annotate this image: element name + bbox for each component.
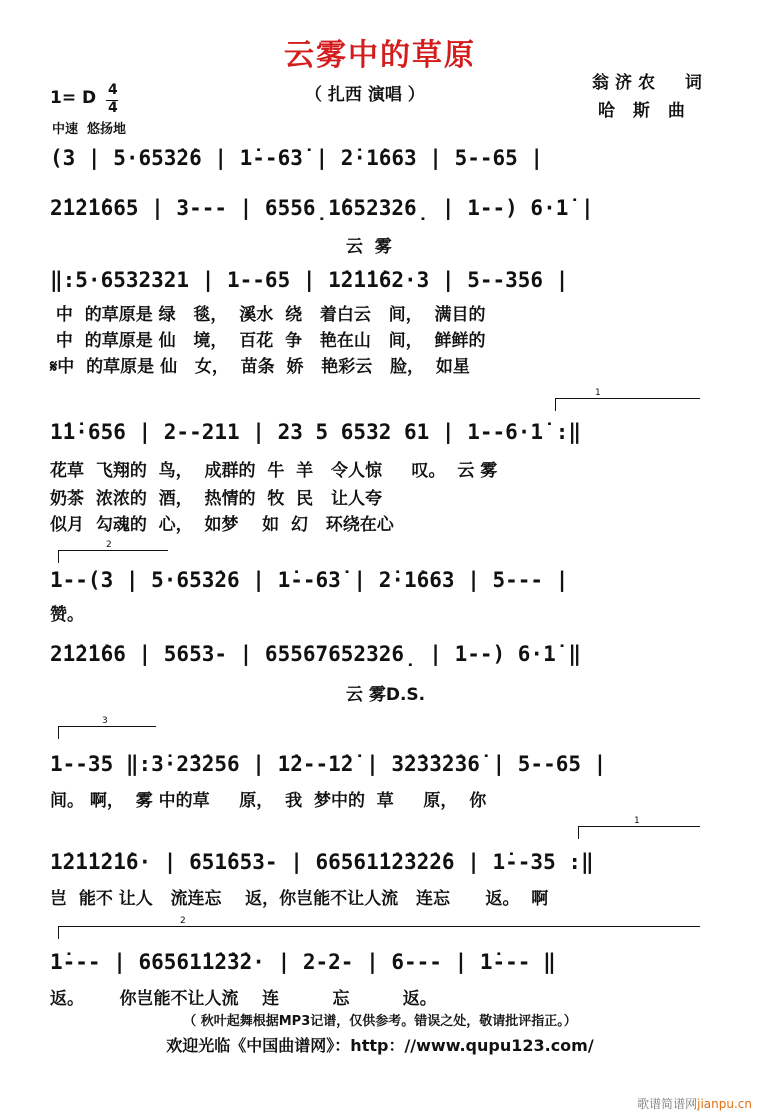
- volta-2-bracket-chorus: [58, 916, 700, 927]
- notation-row-6: 2̇1̇2̇1̇66 | 5653- | 65567652326̣ | 1--) 6·1̇ ‖: [50, 642, 582, 666]
- lyric-row-5: 赞。: [50, 605, 84, 625]
- notation-row-4: 1̇1̇·656 | 2--211 | 23 5 6532 61 | 1--6·1̇ :‖: [50, 420, 582, 444]
- lyric-row-2: 云 雾: [50, 237, 392, 257]
- tempo-marking: 中速 悠扬地: [52, 122, 127, 137]
- volta-1-bracket: [555, 388, 700, 399]
- song-title: 云雾中的草原: [284, 38, 476, 73]
- notation-row-8: 1̇2̇1̇1̇2̇1̇6· | 651̇653- | 66561̇1̇2̇3̇2̇2̇6 | 1̇--35 :‖: [50, 850, 594, 874]
- notation-row-9: 1̇--- | 66561̇1̇2̇3̇2· | 2-2- | 6--- | 1̇--- ‖: [50, 950, 556, 974]
- lyric-row-4-verse-3: 似月 勾魂的 心， 如梦 如 幻 环绕在心: [50, 515, 394, 535]
- notation-row-3: ‖:5·6532321 | 1--65 | 1̇2̇1̇1̇62·3 | 5--356 |: [50, 268, 569, 292]
- volta-number: 3: [102, 716, 108, 726]
- watermark: [637, 1095, 752, 1112]
- volta-number: 2: [180, 916, 186, 926]
- volta-3-bracket: [58, 716, 156, 727]
- lyric-row-4-verse-2: 奶茶 浓浓的 酒， 热情的 牧 民 让人夸: [50, 489, 382, 509]
- transcriber-note: （ 秋叶起舞根据MP3记谱，仅供参考。错误之处，敬请批评指正。）: [183, 1014, 577, 1029]
- time-signature-top: 4: [108, 82, 118, 98]
- volta-1-bracket-chorus: [578, 816, 700, 827]
- notation-row-2: 2̇1̇2̇1̇665 | 3--- | 6556̣1̇652326̣ | 1--) 6·1̇ |: [50, 196, 594, 220]
- lyric-row-3-verse-1: 中 的草原是 绿 毯， 溪水 绕 着白云 间， 满目的: [50, 305, 486, 325]
- lyric-row-7: 间。 啊， 雾 中的草 原， 我 梦中的 草 原， 你: [50, 791, 487, 811]
- lyric-row-3-verse-2: 中 的草原是 仙 境， 百花 争 艳在山 间， 鲜鲜的: [50, 331, 486, 351]
- volta-2-bracket: [58, 540, 168, 551]
- lyric-row-3-verse-3: 𝄋中 的草原是 仙 女， 苗条 娇 艳彩云 脸， 如星: [50, 357, 470, 377]
- lyric-row-4-verse-1: 花草 飞翔的 鸟， 成群的 牛 羊 令人惊 叹。 云 雾: [50, 461, 498, 481]
- volta-number: 2: [106, 540, 112, 550]
- notation-row-5: 1--(3 | 5·653̇26 | 1̇--63̇ | 2̇·1̇663 | 5--- |: [50, 568, 569, 592]
- lyric-row-6: 云 雾D.S.: [50, 685, 426, 705]
- watermark-text: 歌谱简谱网: [637, 1097, 698, 1111]
- lyric-row-9: 返。 你岂能不让人流 连 忘 返。: [50, 989, 437, 1009]
- notation-row-1: (3 | 5·653̇2̇6 | 1̇--63̇ | 2̇·1̇663 | 5--65 |: [50, 146, 544, 170]
- watermark-domain: jianpu.cn: [697, 1097, 752, 1111]
- notation-row-7: 1--35 ‖:3̇·2̇3̇256 | 1̇2--1̇2̇ | 3̇2̇3̇3̇2̇36̇ | 5--65 |: [50, 752, 607, 776]
- composer-credit: 哈 斯 曲: [598, 101, 691, 121]
- lyricist-credit: 翁济农 词: [592, 73, 708, 93]
- time-signature-bottom: 4: [108, 100, 118, 116]
- lyric-row-8: 岂 能不 让人 流连忘 返，你岂能不让人流 连忘 返。 啊: [50, 889, 549, 909]
- singer-credit: （ 扎西 演唱 ）: [305, 85, 425, 105]
- site-credit: 欢迎光临《中国曲谱网》：http：//www.qupu123.com/: [166, 1036, 594, 1055]
- volta-number: 1: [595, 388, 601, 398]
- volta-number: 1: [634, 816, 640, 826]
- key-signature: 1= D: [50, 88, 97, 108]
